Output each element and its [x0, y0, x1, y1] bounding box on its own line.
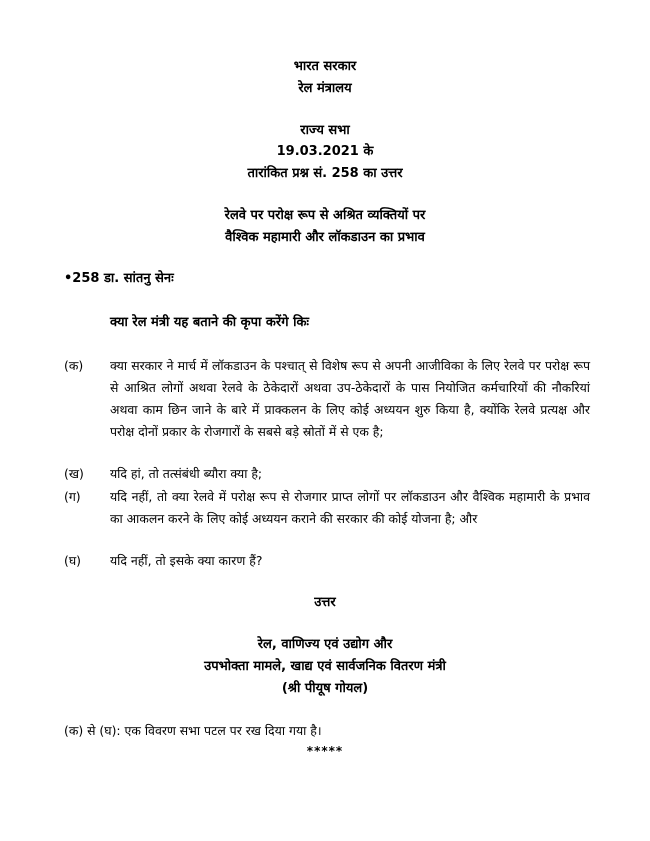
item-label: (क) [64, 358, 84, 373]
question-date: 19.03.2021 के [276, 144, 374, 159]
item-label: (ग) [64, 489, 81, 504]
subject-line-2: वैश्विक महामारी और लॉकडाउन का प्रभाव [225, 230, 425, 245]
question-item-ga [64, 486, 594, 552]
question-item-gha [64, 550, 594, 572]
answer-heading: उत्तर [314, 595, 336, 610]
answer-text [64, 720, 594, 742]
item-text: यदि नहीं, तो क्या रेलवे में परोक्ष रूप से रोजगार प्राप्त लोगों पर लॉकडाउन और वैश्विक महामारी के प्रभाव का आकलन करने के लिए कोई अध्ययन कराने की सरकार की कोई योजना है; और [110, 489, 590, 526]
ministry-title: रेल मंत्रालय [298, 81, 352, 96]
item-text: यदि नहीं, तो इसके क्या कारण हैं? [110, 553, 263, 568]
government-title: भारत सरकार [293, 59, 357, 74]
minister-portfolio-line-2: उपभोक्ता मामले, खाद्य एवं सार्वजनिक वितरण मंत्री [204, 659, 446, 674]
question-intro: क्या रेल मंत्री यह बताने की कृपा करेंगे किः [110, 315, 310, 330]
question-reference: तारांकित प्रश्न सं. 258 का उत्तर [247, 166, 403, 181]
item-label: (ख) [64, 466, 84, 481]
item-text: क्या सरकार ने मार्च में लॉकडाउन के पश्चात् से विशेष रूप से अपनी आजीविका के लिए रेलवे पर परोक्ष रूप से आश्रित लोगों अथवा रेलवे के ठेकेदारों अथवा उप-ठेकेदारों के पास नियोजित कर्मचारियों की नौकरियां अथवा काम छिन जाने के बारे में प्राक्कलन के लिए कोई अध्ययन शुरु किया है, क्योंकि रेलवे प्रत्यक्ष और परोक्ष दोनों प्रकार के रोजगारों के सबसे बड़े स्रोतों में से एक है; [110, 358, 590, 439]
answer-statement: (क) से (घ): एक विवरण सभा पटल पर रख दिया गया है। [64, 723, 322, 738]
end-mark: ***** [306, 744, 344, 758]
item-label: (घ) [64, 553, 81, 568]
subject-line-1: रेलवे पर परोक्ष रूप से अश्रित व्यक्तियों पर [224, 208, 426, 223]
question-item-kha [64, 463, 594, 485]
minister-name: (श्री पीयूष गोयल) [281, 681, 369, 696]
asker-name: •258 डा. सांतनु सेनः [64, 271, 174, 286]
house-name: राज्य सभा [300, 123, 350, 138]
minister-portfolio-line-1: रेल, वाणिज्य एवं उद्योग और [257, 637, 393, 652]
question-item-ka [64, 355, 594, 465]
item-text: यदि हां, तो तत्संबंधी ब्यौरा क्या है; [110, 466, 263, 481]
